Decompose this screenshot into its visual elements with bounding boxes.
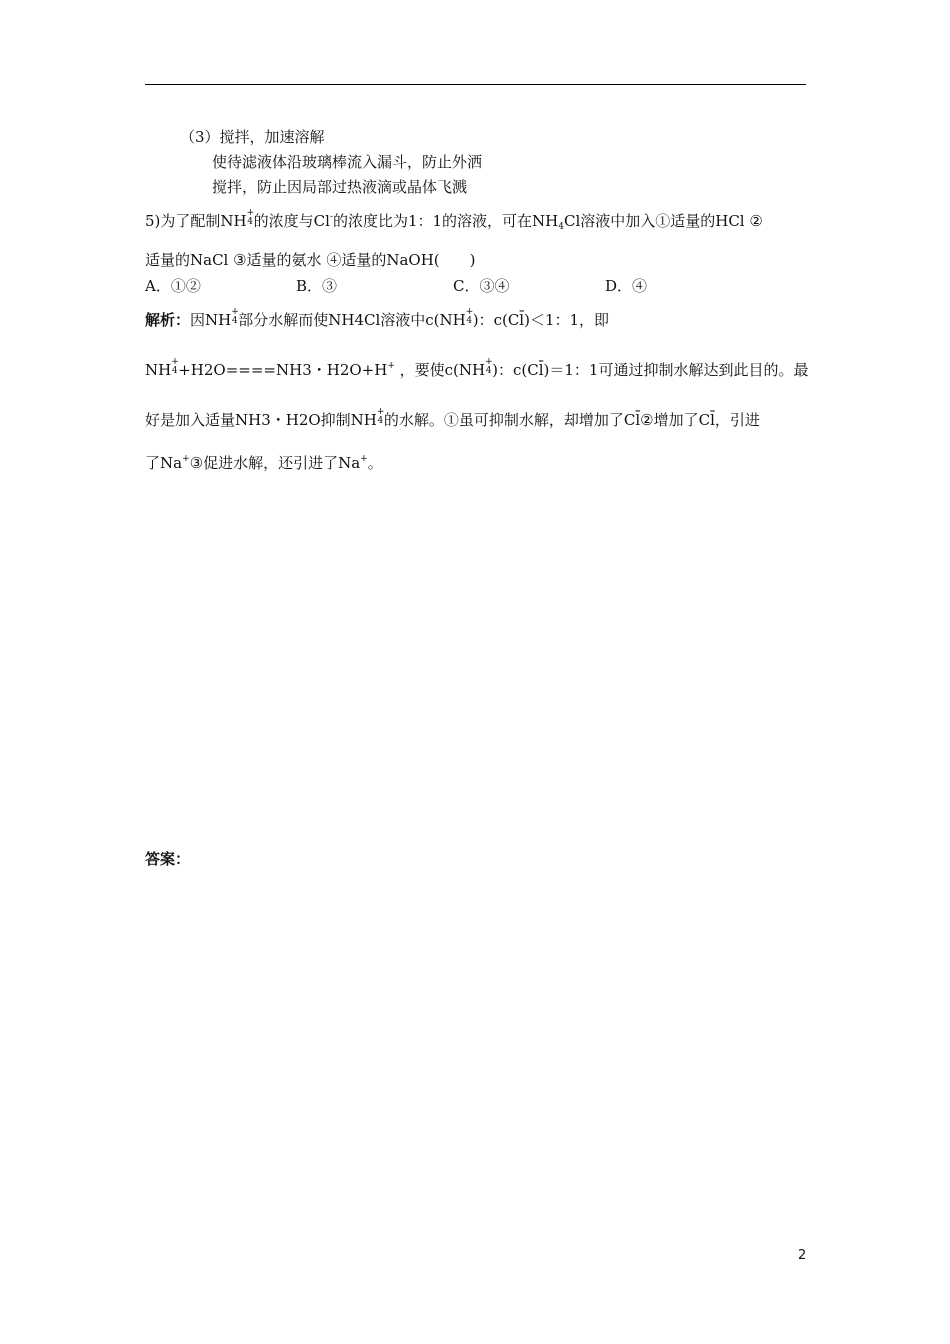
page-number: 2 [798, 1248, 807, 1263]
answer-label: 答案： [145, 850, 191, 868]
text-line: 搅拌，防止因局部过热液滴或晶体飞溅 [212, 178, 468, 196]
analysis-line-2: NH + 4 +H2O====NH3・H2O+H+ ，要使c(NH + 4 )：c(Cl̄)＝1：1可通过抑制水解达到此目的。最 [145, 357, 809, 379]
question-5-line-1: 5)为了配制NH + 4 的浓度与Cl-的浓度比为1：1的溶液，可在$NH_4Cl$溶液中加入①适量的HCl ② [145, 208, 763, 232]
option-a: A．①② [145, 277, 201, 295]
analysis-line-3: 好是加入适量NH3・H2O抑制NH + 4 的水解。①虽可抑制水解，却增加了Cl̄②增加了Cl̄，引进 [145, 407, 760, 429]
question-5-line-2: 适量的NaCl ③适量的氨水 ④适量的NaOH( ) [145, 251, 476, 269]
header-rule [145, 84, 806, 85]
analysis-line-1: 解析：因NH + 4 部分水解而使NH4Cl溶液中c(NH + 4 )：c(Cl̄)＜1：1，即 [145, 307, 610, 329]
text-line: 使待滤液体沿玻璃棒流入漏斗，防止外洒 [212, 153, 483, 171]
analysis-label: 解析： [145, 311, 191, 329]
option-c: C．③④ [453, 277, 510, 295]
option-b: B．③ [296, 277, 338, 295]
analysis-line-4: 了Na+③促进水解，还引进了Na+。 [145, 454, 383, 472]
option-d: D．④ [605, 277, 648, 295]
text-line: （3）搅拌，加速溶解 [180, 128, 325, 146]
